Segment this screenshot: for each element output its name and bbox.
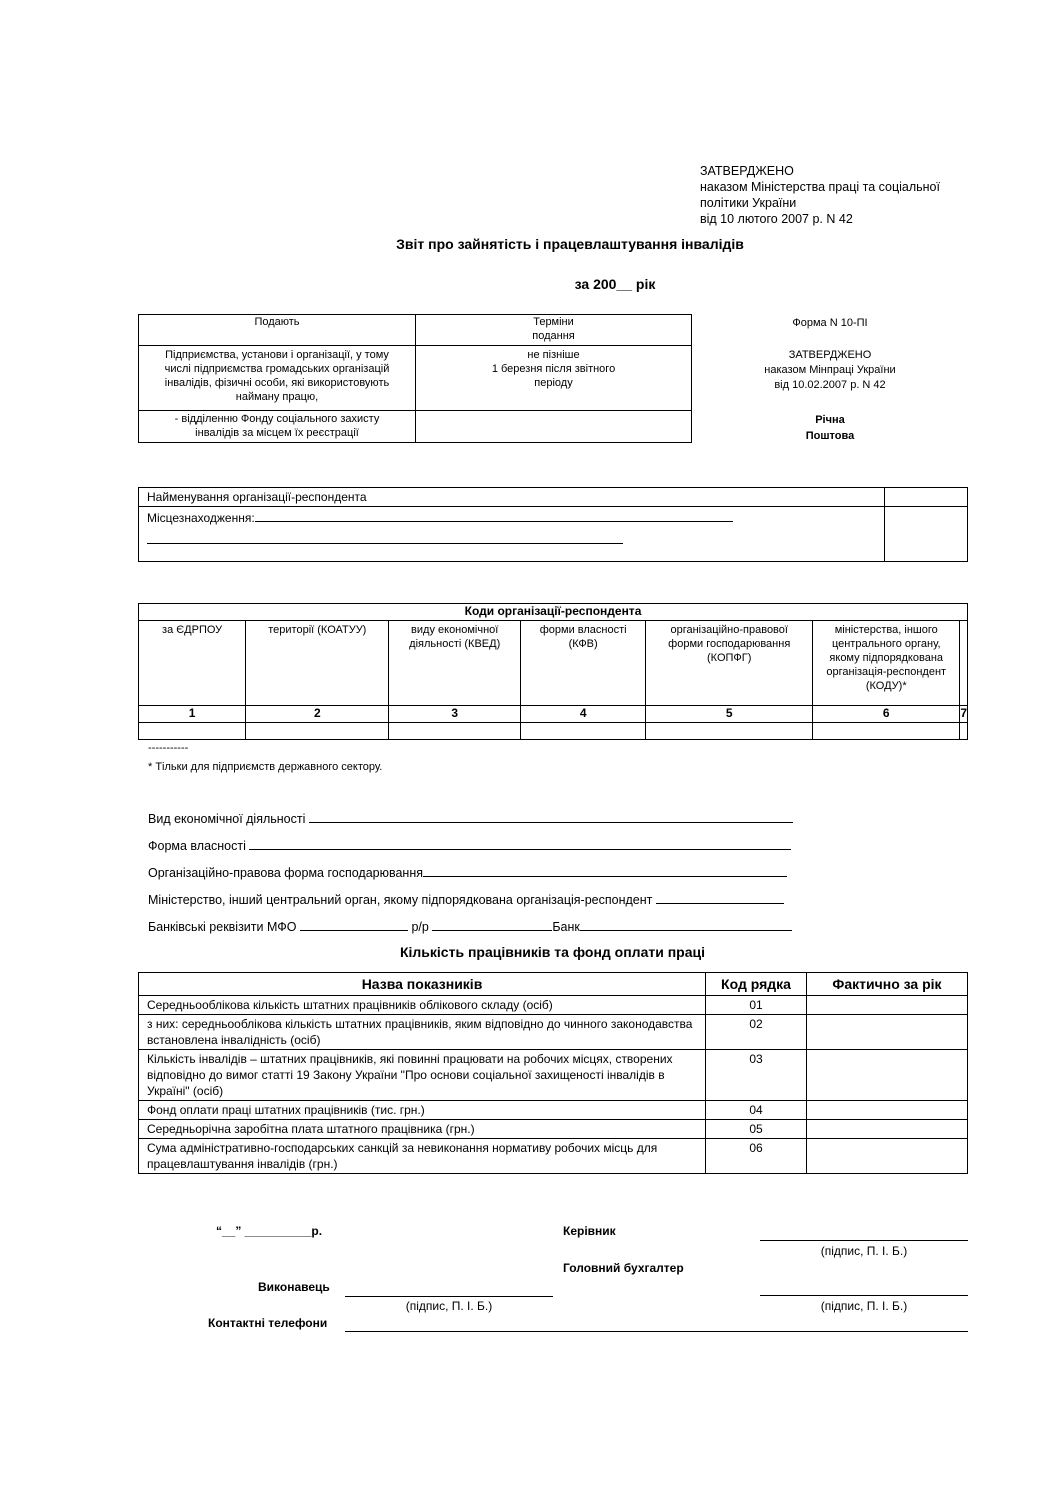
report-year: за 200__ рік xyxy=(574,276,656,292)
actual-value-cell[interactable] xyxy=(807,1015,968,1050)
accountant-signature-line[interactable] xyxy=(760,1295,968,1296)
table-row: Фонд оплати праці штатних працівників (тис. грн.) 04 xyxy=(139,1101,968,1120)
mfo-input-line[interactable] xyxy=(300,918,408,931)
field-activity: Вид економічної діяльності xyxy=(148,810,793,826)
recipient-cell: - відділенню Фонду соціального захисту інвалідів за місцем їх реєстрації xyxy=(139,411,416,443)
table-row: Середньооблікова кількість штатних працівників облікового складу (осіб) 01 xyxy=(139,996,968,1015)
footnote-text: * Тільки для підприємств державного сектору. xyxy=(148,761,383,773)
header-row-code: Код рядка xyxy=(706,973,807,996)
approval-line: від 10 лютого 2007 р. N 42 xyxy=(700,212,853,226)
code-header-koatuu: території (КОАТУУ) xyxy=(246,621,389,706)
code-num: 1 xyxy=(139,706,246,723)
field-ownership: Форма власності xyxy=(148,837,791,853)
accountant-signature-hint: (підпис, П. І. Б.) xyxy=(820,1299,908,1313)
deadline-header: Терміни подання xyxy=(416,315,692,346)
form-delivery: Поштова xyxy=(805,430,855,442)
respondent-name-value[interactable] xyxy=(885,488,968,507)
code-num: 4 xyxy=(521,706,646,723)
table-row: Кількість інвалідів – штатних працівників, які повинні працювати на робочих місцях, створених відповідно до вимог статті 19 Закону України "Про основи соціальної захищеності інвалідів в Україні" (осіб) 03 xyxy=(139,1050,968,1101)
codes-title: Коди організації-респондента xyxy=(139,604,968,621)
head-signature-hint: (підпис, П. І. Б.) xyxy=(820,1244,908,1258)
legal-form-input-line[interactable] xyxy=(423,864,787,877)
ministry-input-line[interactable] xyxy=(656,891,784,904)
table-row: з них: середньооблікова кількість штатних працівників, яким відповідно до чинного законодавства встановлена інвалідність (осіб) 02 xyxy=(139,1015,968,1050)
form-periodicity: Річна xyxy=(815,414,845,426)
field-bank: Банківські реквізити МФО р/р Банк xyxy=(148,918,792,934)
recipient-deadline-cell xyxy=(416,411,692,443)
executor-signature-hint: (підпис, П. І. Б.) xyxy=(405,1299,493,1313)
chief-accountant-label: Головний бухгалтер xyxy=(563,1261,684,1275)
footnote-separator: ----------- xyxy=(148,742,189,754)
respondent-table xyxy=(138,487,968,562)
code-num: 6 xyxy=(813,706,960,723)
code-header-7 xyxy=(960,621,968,706)
code-num: 7 xyxy=(960,706,968,723)
approval-stamp-header xyxy=(700,163,940,227)
executor-signature-line[interactable] xyxy=(345,1296,553,1297)
indicators-table xyxy=(138,972,968,1174)
code-value-edrpou[interactable] xyxy=(139,723,246,740)
signature-date[interactable]: “__” __________р. xyxy=(216,1224,323,1238)
code-value-7[interactable] xyxy=(960,723,968,740)
actual-value-cell[interactable] xyxy=(807,1101,968,1120)
submitters-header: Подають xyxy=(139,315,416,346)
codes-table xyxy=(138,603,968,740)
location-line-2[interactable] xyxy=(147,531,623,544)
field-legal-form: Організаційно-правова форма господарювання xyxy=(148,864,787,880)
bank-input-line[interactable] xyxy=(580,918,792,931)
executor-label: Виконавець xyxy=(258,1280,330,1294)
section-title: Кількість працівників та фонд оплати праці xyxy=(399,944,706,960)
form-number: Форма N 10-ПІ xyxy=(792,317,868,329)
code-value-kodu[interactable] xyxy=(813,723,960,740)
table-row: Середньорічна заробітна плата штатного працівника (грн.) 05 xyxy=(139,1120,968,1139)
actual-value-cell[interactable] xyxy=(807,1139,968,1174)
code-value-kfv[interactable] xyxy=(521,723,646,740)
account-input-line[interactable] xyxy=(432,918,552,931)
field-ministry: Міністерство, інший центральний орган, якому підпорядкована організація-респондент xyxy=(148,891,784,907)
form-approval: ЗАТВЕРДЖЕНО наказом Мінпраці України від 10.02.2007 р. N 42 xyxy=(764,349,896,391)
phones-label: Контактні телефони xyxy=(208,1316,328,1330)
code-header-kodu: міністерства, іншого центрального органу, якому підпорядкована організація-респондент (КОДУ)* xyxy=(813,621,960,706)
submitters-cell: Підприємства, установи і організації, у тому числі підприємства громадських організацій інвалідів, фізичні особи, які використовують найману працю, xyxy=(139,346,416,411)
actual-value-cell[interactable] xyxy=(807,1050,968,1101)
actual-value-cell[interactable] xyxy=(807,1120,968,1139)
respondent-location-value[interactable] xyxy=(885,507,968,562)
code-num: 5 xyxy=(646,706,813,723)
code-header-kopfg: організаційно-правової форми господарювання (КОПФГ) xyxy=(646,621,813,706)
code-num: 2 xyxy=(246,706,389,723)
code-num: 3 xyxy=(389,706,521,723)
head-label: Керівник xyxy=(563,1224,616,1238)
code-value-koatuu[interactable] xyxy=(246,723,389,740)
approval-line: ЗАТВЕРДЖЕНО xyxy=(700,164,794,178)
report-title: Звіт про зайнятість і працевлаштування інвалідів xyxy=(396,236,744,252)
header-indicator-name: Назва показників xyxy=(139,973,706,996)
deadline-cell: не пізніше 1 березня після звітного періоду xyxy=(416,346,692,411)
code-value-kved[interactable] xyxy=(389,723,521,740)
code-value-kopfg[interactable] xyxy=(646,723,813,740)
phones-input-line[interactable] xyxy=(345,1331,968,1332)
respondent-name-row: Найменування організації-респондента xyxy=(139,488,885,507)
activity-input-line[interactable] xyxy=(309,810,793,823)
ownership-input-line[interactable] xyxy=(249,837,791,850)
code-header-kved: виду економічної діяльності (КВЕД) xyxy=(389,621,521,706)
head-signature-line[interactable] xyxy=(760,1240,968,1241)
submission-table xyxy=(138,314,692,443)
approval-line: наказом Міністерства праці та соціальної xyxy=(700,180,940,194)
approval-line: політики України xyxy=(700,196,797,210)
code-header-edrpou: за ЄДРПОУ xyxy=(139,621,246,706)
location-line[interactable] xyxy=(255,509,733,522)
actual-value-cell[interactable] xyxy=(807,996,968,1015)
table-row: Сума адміністративно-господарських санкцій за невиконання нормативу робочих місць для працевлаштування інвалідів (грн.) 06 xyxy=(139,1139,968,1174)
code-header-kfv: форми власності (КФВ) xyxy=(521,621,646,706)
respondent-location-row: Місцезнаходження: xyxy=(139,507,885,562)
header-actual: Фактично за рік xyxy=(807,973,968,996)
